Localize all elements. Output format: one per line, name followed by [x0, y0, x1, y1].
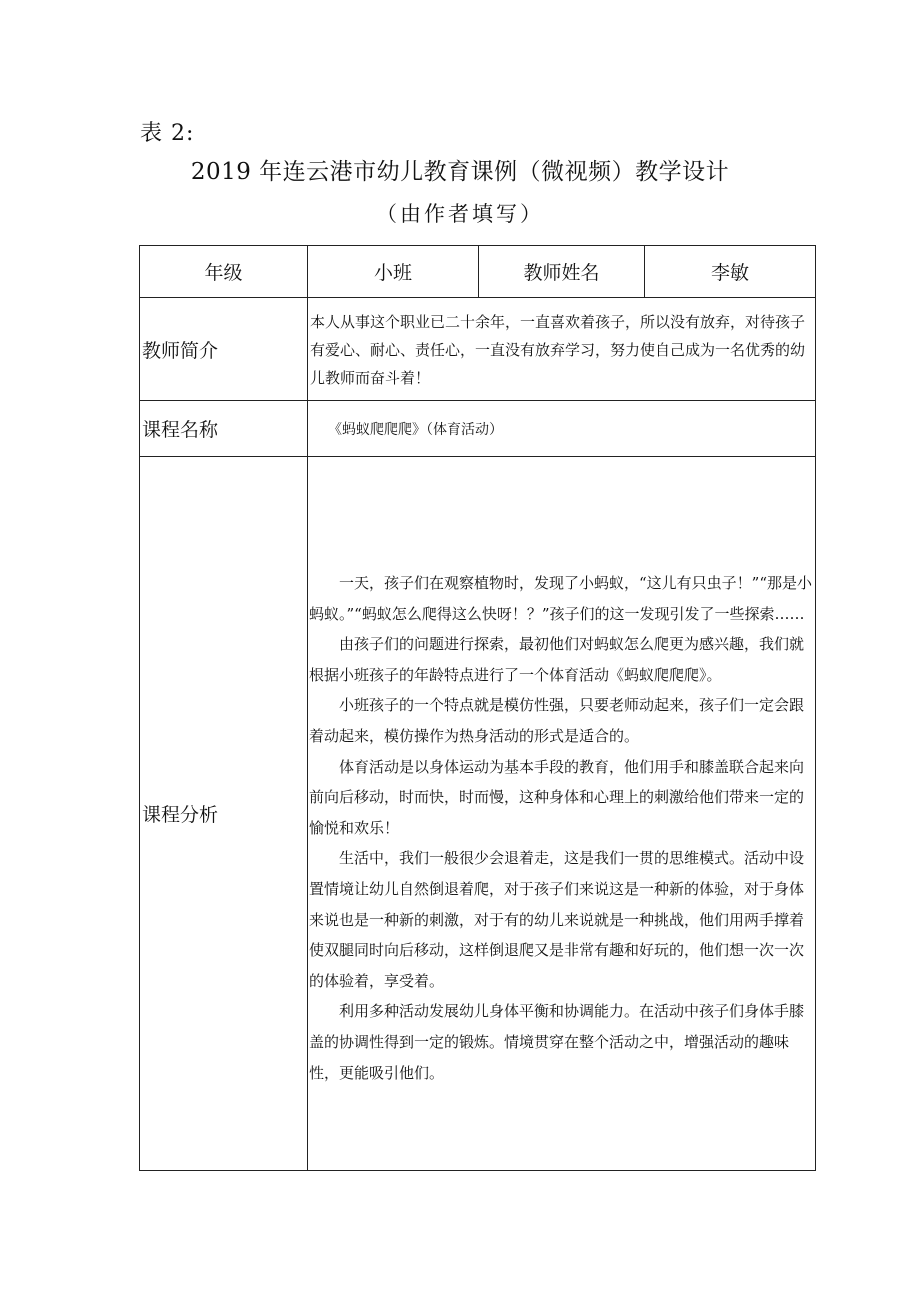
- course-analysis-label: [140, 457, 308, 1171]
- analysis-paragraph: 生活中，我们一般很少会退着走，这是我们一贯的思维模式。活动中设置情境让幼儿自然倒退着爬，对于孩子们来说这是一种新的体验，对于身体来说也是一种新的刺激，对于有的幼儿来说就是一种挑战，他们用两手撑着使双腿同时向后移动，这样倒退爬又是非常有趣和好玩的，他们想一次一次的体验着，享受着。: [309, 849, 805, 990]
- bio-row: [140, 298, 816, 401]
- course-analysis-label-text: 课程分析: [142, 804, 219, 826]
- analysis-paragraph: 小班孩子的一个特点就是模仿性强，只要老师动起来，孩子们一定会跟着动起来，模仿操作为热身活动的形式是适合的。: [309, 696, 805, 745]
- teacher-bio-text: 本人从事这个职业已二十余年，一直喜欢着孩子，所以没有放弃，对待孩子有爱心、耐心、责任心，一直没有放弃学习，努力使自己成为一名优秀的幼儿教师而奋斗着！: [310, 313, 806, 387]
- teacher-name-label: 教师姓名: [479, 246, 645, 298]
- analysis-paragraph: 一天，孩子们在观察植物时，发现了小蚂蚁，“这儿有只虫子！”“那是小蚂蚁。”“蚂蚁怎么爬得这么快呀！？”孩子们的这一发现引发了一些探索……: [309, 574, 813, 623]
- course-name-label: 课程名称: [140, 401, 308, 457]
- analysis-row: [140, 457, 816, 1171]
- course-row: [140, 401, 816, 457]
- grade-label: 年级: [140, 246, 308, 298]
- course-analysis-cell: [308, 457, 816, 1171]
- teacher-name-value: 李敏: [645, 246, 816, 298]
- analysis-paragraph: 由孩子们的问题进行探索，最初他们对蚂蚁怎么爬更为感兴趣，我们就根据小班孩子的年龄特点进行了一个体育活动《蚂蚁爬爬爬》。: [309, 635, 805, 684]
- grade-value: 小班: [308, 246, 479, 298]
- teacher-bio-label: 教师简介: [140, 298, 308, 401]
- lesson-design-table: [139, 245, 816, 1171]
- teacher-bio-cell: [308, 298, 816, 401]
- document-subtitle: （由作者填写）: [376, 202, 544, 226]
- header-row: [140, 246, 816, 298]
- analysis-paragraph: 利用多种活动发展幼儿身体平衡和协调能力。在活动中孩子们身体手膝盖的协调性得到一定的锻炼。情境贯穿在整个活动之中，增强活动的趣味性，更能吸引他们。: [309, 1002, 805, 1082]
- table-number-label: 表 2:: [140, 121, 195, 146]
- course-name-value: 《蚂蚁爬爬爬》（体育活动）: [328, 421, 503, 438]
- course-name-cell: [308, 401, 816, 457]
- analysis-paragraph: 体育活动是以身体运动为基本手段的教育，他们用手和膝盖联合起来向前向后移动，时而快，时而慢，这种身体和心理上的刺激给他们带来一定的愉悦和欢乐！: [309, 757, 805, 837]
- document-title: 2019 年连云港市幼儿教育课例（微视频）教学设计: [190, 159, 730, 185]
